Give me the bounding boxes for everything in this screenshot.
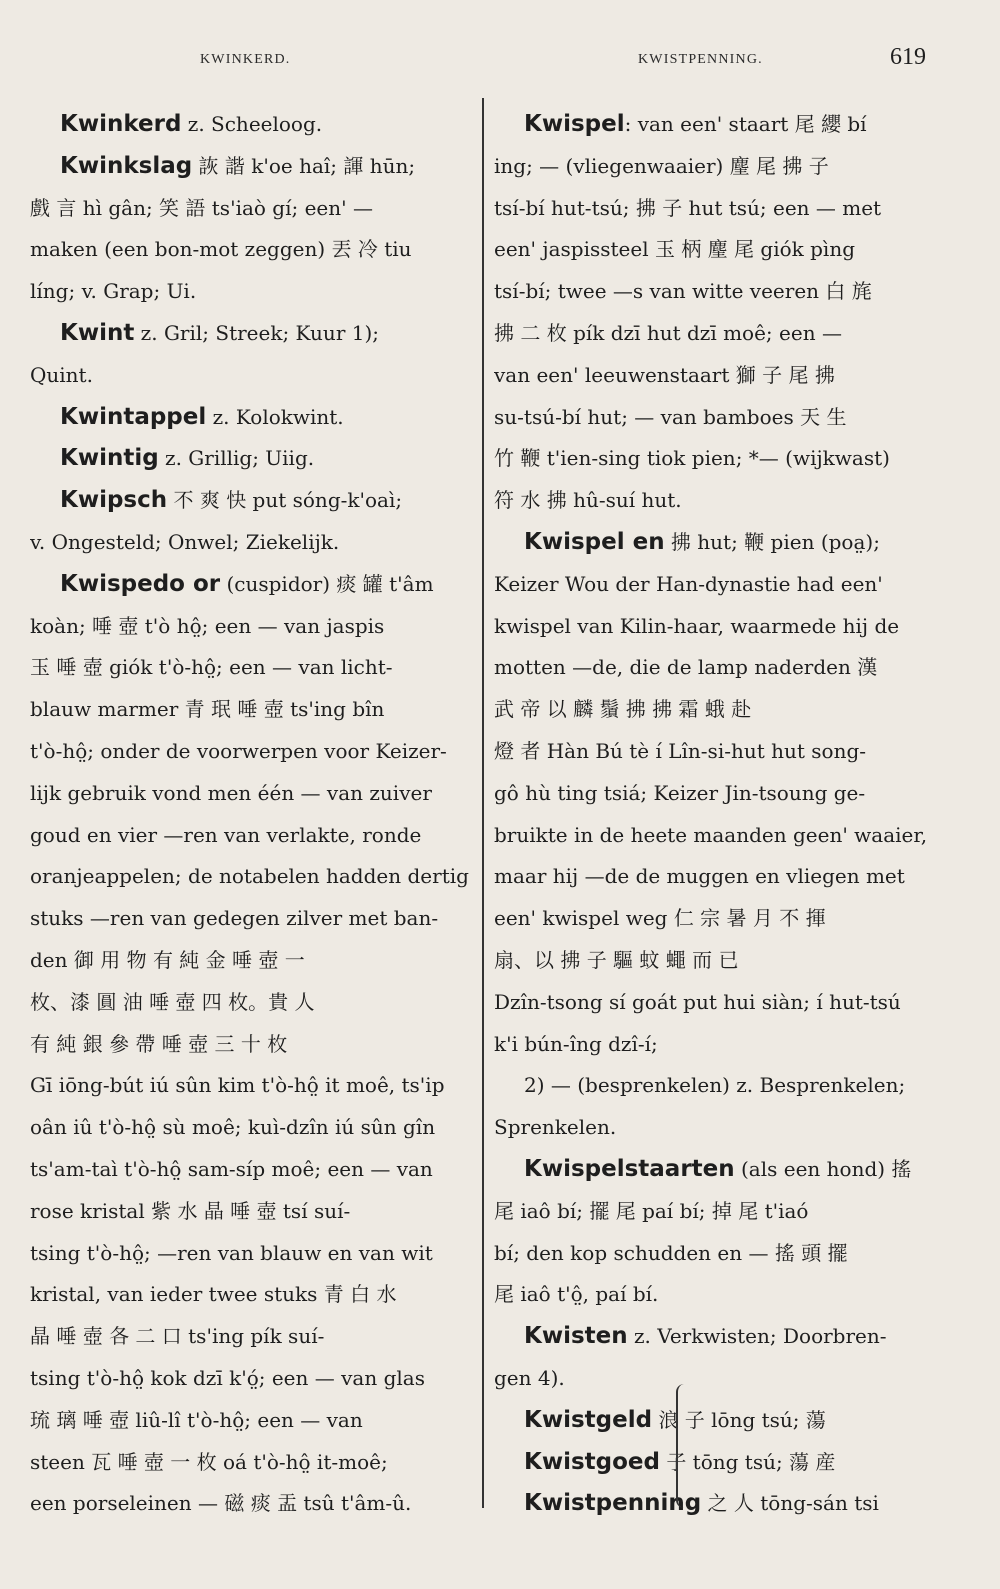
entry-text: 晶 唾 壺 各 二 口 ts'ing pík suí- xyxy=(30,1324,325,1349)
left-column-line xyxy=(30,856,470,898)
left-column-line xyxy=(30,1400,470,1442)
entry-text: kristal, van ieder twee stuks 青 白 水 xyxy=(30,1282,397,1307)
entry-text: tsing t'ò-hô̤ kok dzī k'ó̤; een — van glas xyxy=(30,1365,425,1390)
right-column-line xyxy=(494,355,932,397)
right-column-line xyxy=(494,1191,932,1233)
entry-text: 尾 iaô bí; 擺 尾 paí bí; 掉 尾 t'iaó xyxy=(494,1198,809,1223)
entry-text: 琉 璃 唾 壺 liû-lî t'ò-hô̤; een — van xyxy=(30,1407,363,1432)
entry-text: kwispel van Kilin-haar, waarmede hij de xyxy=(494,613,900,638)
right-column-line xyxy=(494,815,932,857)
left-column-line xyxy=(30,1442,470,1484)
headword: Kwintig xyxy=(60,445,159,472)
entry-text: 竹 鞭 t'ien-sing tiok pien; *— (wijkwast) xyxy=(494,446,890,471)
entry-text: 有 純 銀 參 帶 唾 壺 三 十 枚 xyxy=(30,1031,288,1056)
entry-text: bruikte in de heete maanden geen' waaier, xyxy=(494,822,928,847)
right-column-line xyxy=(494,1065,932,1107)
left-column-line xyxy=(30,773,470,815)
right-column-line xyxy=(494,397,932,439)
entry-text: Sprenkelen. xyxy=(494,1115,617,1140)
right-column-line xyxy=(494,982,932,1024)
entry-text: lijk gebruik vond men één — van zuiver xyxy=(30,780,432,805)
entry-text: goud en vier —ren van verlakte, ronde xyxy=(30,822,422,847)
right-column-line xyxy=(494,438,932,480)
right-column-line xyxy=(494,1107,932,1149)
right-column-line xyxy=(494,1358,932,1400)
right-column-line xyxy=(494,1233,932,1275)
left-column xyxy=(30,104,470,1525)
right-column-line xyxy=(494,1149,932,1191)
headword: Kwistpenning xyxy=(524,1490,702,1517)
left-column-line xyxy=(30,104,470,146)
headword: Kwinkerd xyxy=(60,111,182,137)
left-column-line xyxy=(30,438,470,480)
column-divider xyxy=(482,98,484,1508)
entry-text: z. Grillig; Uiig. xyxy=(158,446,315,471)
entry-text: Keizer Wou der Han-dynastie had een' xyxy=(494,571,883,596)
entry-text: gô hù ting tsiá; Keizer Jin-tsoung ge- xyxy=(494,780,866,805)
right-column-line xyxy=(494,522,932,564)
headword: Kwint xyxy=(60,319,135,346)
left-column-line xyxy=(30,982,470,1024)
left-column-line xyxy=(30,647,470,689)
entry-text: 浪 子 lōng tsú; 蕩 xyxy=(652,1407,826,1432)
entry-text: 符 水 拂 hû-suí hut. xyxy=(494,488,682,513)
left-column-line xyxy=(30,606,470,648)
entry-text: ing; — (vliegenwaaier) 麈 尾 拂 子 xyxy=(494,153,829,178)
left-column-line xyxy=(30,1149,470,1191)
entry-text: 子 tōng tsú; 蕩 産 xyxy=(659,1449,836,1474)
headword: Kwipsch xyxy=(60,487,168,514)
right-column-line xyxy=(494,104,932,146)
left-column-line xyxy=(30,940,470,982)
headword: Kwispelstaarten xyxy=(524,1155,735,1182)
left-column-line xyxy=(30,146,470,188)
entry-text: een' kwispel weg 仁 宗 暑 月 不 揮 xyxy=(494,906,826,931)
running-head-left: KWINKERD. xyxy=(200,52,291,67)
running-head-center: KWISTPENNING. xyxy=(638,52,763,67)
right-column-line xyxy=(494,1400,932,1442)
entry-text: 之 人 tōng-sán tsi xyxy=(701,1491,879,1516)
left-column-line xyxy=(30,1065,470,1107)
left-column-line xyxy=(30,731,470,773)
headword: Kwintappel xyxy=(60,403,207,430)
left-column-line xyxy=(30,355,470,397)
left-column-line xyxy=(30,1024,470,1066)
entry-text: 武 帝 以 麟 鬚 拂 拂 霜 蛾 赴 xyxy=(494,697,752,722)
right-column-line xyxy=(494,188,932,230)
left-column-line xyxy=(30,1274,470,1316)
left-column-line xyxy=(30,188,470,230)
entry-text: motten —de, die de lamp naderden 漢 xyxy=(494,655,878,680)
entry-text: z. Verkwisten; Doorbren- xyxy=(627,1324,887,1349)
right-column-line xyxy=(494,647,932,689)
entry-text: 詼 諧 k'oe haî; 諢 hūn; xyxy=(192,153,416,178)
entry-text: een' jaspissteel 玉 柄 麈 尾 giók pìng xyxy=(494,237,856,262)
left-column-line xyxy=(30,229,470,271)
headword: Kwispel en xyxy=(524,528,665,555)
right-column-line xyxy=(494,1483,932,1525)
left-column-line xyxy=(30,898,470,940)
right-column-line xyxy=(494,773,932,815)
left-column-line xyxy=(30,564,470,606)
entry-text: Quint. xyxy=(30,362,93,387)
headword: Kwinkslag xyxy=(60,152,193,179)
entry-text: : van een' staart 尾 纓 bí xyxy=(624,112,867,136)
left-column-line xyxy=(30,1483,470,1525)
entry-text: 尾 iaô t'ô̤, paí bí. xyxy=(494,1282,659,1307)
entry-text: tsing t'ò-hô̤; —ren van blauw en van wit xyxy=(30,1240,433,1265)
entry-text: oranjeappelen; de notabelen hadden dertig xyxy=(30,864,469,889)
right-column-line xyxy=(494,229,932,271)
left-column-line xyxy=(30,313,470,355)
headword: Kwispel xyxy=(524,111,625,137)
right-column-line xyxy=(494,1442,932,1484)
left-column-line xyxy=(30,689,470,731)
left-column-line xyxy=(30,1358,470,1400)
entry-text: su-tsú-bí hut; — van bamboes 天 生 xyxy=(494,404,847,429)
left-column-line xyxy=(30,480,470,522)
entry-text: z. Scheeloog. xyxy=(181,112,323,136)
right-column xyxy=(494,104,932,1525)
right-column-line xyxy=(494,480,932,522)
left-column-line xyxy=(30,271,470,313)
entry-text: oân iû t'ò-hô̤ sù moê; kuì-dzîn iú sûn gîn xyxy=(30,1115,436,1140)
entry-text: Dzîn-tsong sí goát put hui siàn; í hut-tsú xyxy=(494,989,901,1014)
entry-text: 戲 言 hì gân; 笑 語 ts'iaò gí; een' — xyxy=(30,195,373,220)
right-column-line xyxy=(494,1316,932,1358)
entry-text: van een' leeuwenstaart 獅 子 尾 拂 xyxy=(494,362,835,387)
entry-text: (cuspidor) 痰 罐 t'âm xyxy=(220,571,434,596)
left-column-line xyxy=(30,1316,470,1358)
entry-text: steen 瓦 唾 壺 一 枚 oá t'ò-hô̤ it-moê; xyxy=(30,1449,388,1474)
entry-text: Gī iōng-bút iú sûn kim t'ò-hô̤ it moê, ts'ip xyxy=(30,1073,445,1098)
entry-text: z. Gril; Streek; Kuur 1); xyxy=(134,320,379,345)
entry-text: v. Ongesteld; Onwel; Ziekelijk. xyxy=(30,529,340,554)
entry-text: den 御 用 物 有 純 金 唾 壺 一 xyxy=(30,947,305,972)
entry-text: (als een hond) 搖 xyxy=(734,1156,912,1181)
entry-text: z. Kolokwint. xyxy=(206,404,344,429)
right-column-line xyxy=(494,856,932,898)
right-column-line xyxy=(494,313,932,355)
entry-text: ts'am-taì t'ò-hô̤ sam-síp moê; een — van xyxy=(30,1156,433,1181)
entry-text: 拂 hut; 鞭 pien (poa̤); xyxy=(664,529,880,554)
right-column-line xyxy=(494,1274,932,1316)
entry-text: 拂 二 枚 pík dzī hut dzī moê; een — xyxy=(494,320,842,345)
entry-text: 枚、漆 圓 油 唾 壺 四 枚。貴 人 xyxy=(30,989,315,1014)
left-column-line xyxy=(30,522,470,564)
entry-text: maken (een bon-mot zeggen) 丟 冷 tiu xyxy=(30,237,412,262)
headword: Kwistgeld xyxy=(524,1406,653,1433)
left-column-line xyxy=(30,1233,470,1275)
right-column-line xyxy=(494,146,932,188)
entry-text: bí; den kop schudden en — 搖 頭 擺 xyxy=(494,1240,848,1265)
right-column-line xyxy=(494,1024,932,1066)
entry-text: 燈 者 Hàn Bú tè í Lîn-si-hut hut song- xyxy=(494,738,867,763)
entry-text: tsí-bí; twee —s van witte veeren 白 旄 xyxy=(494,279,872,304)
right-column-line xyxy=(494,689,932,731)
entry-text: koàn; 唾 壺 t'ò hô̤; een — van jaspis xyxy=(30,613,385,638)
left-column-line xyxy=(30,397,470,439)
entry-text: maar hij —de de muggen en vliegen met xyxy=(494,864,905,889)
right-column-line xyxy=(494,731,932,773)
right-column-line xyxy=(494,606,932,648)
entry-text: t'ò-hô̤; onder de voorwerpen voor Keizer- xyxy=(30,738,447,763)
entry-text: 不 爽 快 put sóng-k'oaì; xyxy=(167,488,403,513)
entry-text: blauw marmer 青 珉 唾 壺 ts'ing bîn xyxy=(30,697,385,722)
entry-text: 玉 唾 壺 giók t'ò-hô̤; een — van licht- xyxy=(30,655,393,680)
entry-text: k'i bún-îng dzî-í; xyxy=(494,1031,658,1056)
entry-text: rose kristal 紫 水 晶 唾 壺 tsí suí- xyxy=(30,1198,351,1223)
headword: Kwistgoed xyxy=(524,1448,660,1475)
entry-text: líng; v. Grap; Ui. xyxy=(30,279,197,304)
right-column-line xyxy=(494,271,932,313)
right-column-line xyxy=(494,898,932,940)
headword: Kwisten xyxy=(524,1323,628,1350)
right-column-line xyxy=(494,564,932,606)
left-column-line xyxy=(30,1191,470,1233)
entry-text: tsí-bí hut-tsú; 拂 子 hut tsú; een — met xyxy=(494,195,882,220)
right-column-line xyxy=(494,940,932,982)
brace-mark xyxy=(676,1384,688,1508)
left-column-line xyxy=(30,1107,470,1149)
entry-text: gen 4). xyxy=(494,1365,565,1390)
entry-text: een porseleinen — 磁 痰 盂 tsû t'âm-û. xyxy=(30,1491,412,1516)
entry-text: 扇、以 拂 子 驅 蚊 蠅 而 已 xyxy=(494,947,739,972)
headword: Kwispedo or xyxy=(60,570,221,597)
entry-text: 2) — (besprenkelen) z. Besprenkelen; xyxy=(524,1073,906,1098)
left-column-line xyxy=(30,815,470,857)
page-number: 619 xyxy=(890,44,926,70)
entry-text: stuks —ren van gedegen zilver met ban- xyxy=(30,906,439,931)
